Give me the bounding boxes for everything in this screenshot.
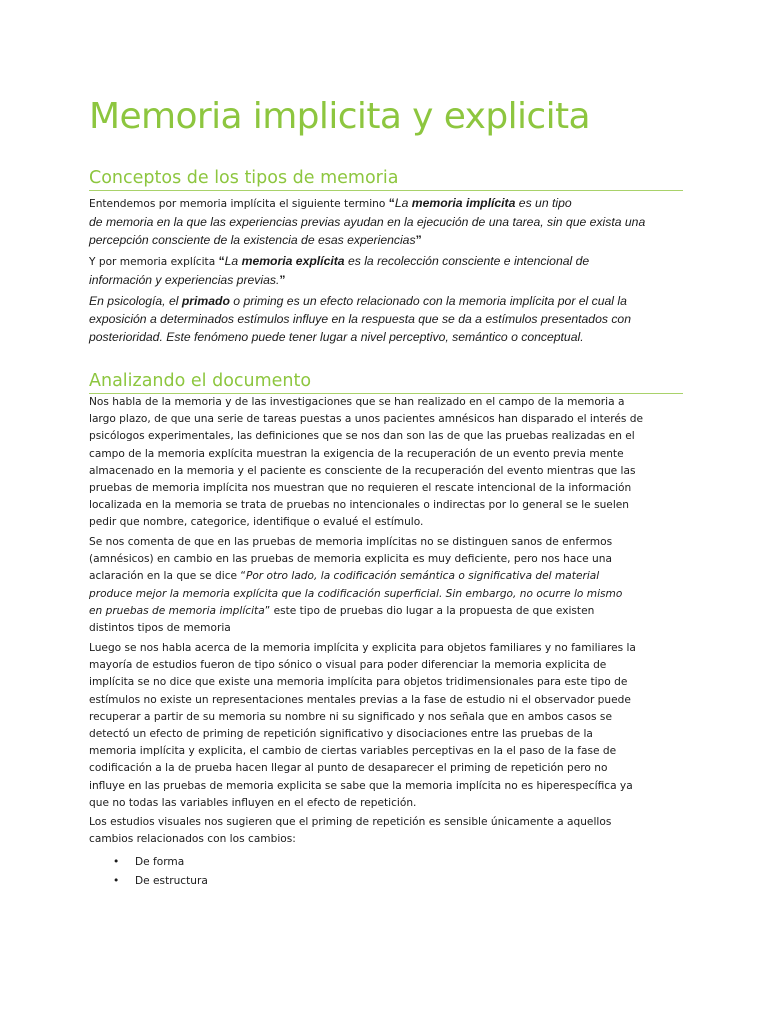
- paragraph-analisis-4: Los estudios visuales nos sugieren que el priming de repetición es sensible únicamente a aquellos cambios relacionados con los cambios:: [89, 816, 612, 846]
- list-item: • De estructura: [113, 873, 208, 892]
- paragraph-analisis-2: Se nos comenta de que en las pruebas de memoria implícitas no se distinguen sanos de enfermos (amnésicos) en cambio en las pruebas de memoria explicita es muy deficiente, pero nos hace una aclaración en la que se dice “Por otro lado, la codificación semántica o significativa del material produce mejor la memoria explícita que la codificación superficial. Sin embargo, no ocurre lo mismo en pruebas de memoria implícita” este tipo de pruebas dio lugar a la propuesta de que existen distintos tipos de memoria: [89, 536, 623, 635]
- section-heading-analizando: Analizando el documento: [89, 369, 683, 394]
- list-item: • De forma: [113, 854, 208, 873]
- paragraph-primado: En psicología, el primado o priming es un efecto relacionado con la memoria implícita por el cual la exposición a determinados estímulos influye en la respuesta que se da a estímulos presentados con posterioridad. Este fenómeno puede tener lugar a nivel perceptivo, semántico o conceptual.: [89, 294, 631, 344]
- bullet-list: [113, 854, 208, 892]
- paragraph-analisis-3: Luego se nos habla acerca de la memoria implícita y explicita para objetos familiares y no familiares la mayoría de estudios fueron de tipo sónico o visual para poder diferenciar la memoria explicita de implícita se no dice que existe una memoria implícita para objetos tridimensionales para este tipo de estímulos no existe un representaciones mentales previas a la fase de estudio ni el observador puede recuperar a partir de su memoria su nombre ni su significado y nos señala que en ambos casos se detectó un efecto de priming de repetición significativo y disociaciones entre las pruebas de la memoria implícita y explicita, el cambio de ciertas variables perceptivas en la el paso de la fase de codificación a la de prueba hacen llegar al punto de desaparecer el priming de repetición pero no influye en las pruebas de memoria explicita se sabe que la memoria implícita no es hiperespecífica ya que no todas las variables influyen en el efecto de repetición.: [89, 642, 636, 809]
- paragraph-memoria-implicita: Entendemos por memoria implícita el siguiente termino “La memoria implícita es un tipo de memoria en la que las experiencias previas ayudan en la ejecución de una tarea, sin que exista una percepción consciente de la existencia de esas experiencias”: [89, 196, 646, 248]
- paragraph-analisis-1: Nos habla de la memoria y de las investigaciones que se han realizado en el campo de la memoria a largo plazo, de que una serie de tareas puestas a unos pacientes amnésicos han disparado el interés de psicólogos experimentales, las definiciones que se nos dan son las de que las pruebas realizadas en el campo de la memoria explícita muestran la exigencia de la recuperación de un evento previa mente almacenado en la memoria y el paciente es consciente de la recuperación del evento mientras que las pruebas de memoria implícita nos muestran que no requieren el rescate intencional de la información localizada en la memoria se trata de pruebas no intencionales o indirectas por lo general se le suelen pedir que nombre, categorice, identifique o evalué el estímulo.: [89, 396, 644, 529]
- paragraph-memoria-explicita: Y por memoria explícita “La memoria explícita es la recolección consciente e intencional de información y experiencias previas.”: [89, 254, 590, 288]
- document-title: Memoria implicita y explicita: [89, 96, 590, 137]
- section-heading-conceptos: Conceptos de los tipos de memoria: [89, 166, 683, 191]
